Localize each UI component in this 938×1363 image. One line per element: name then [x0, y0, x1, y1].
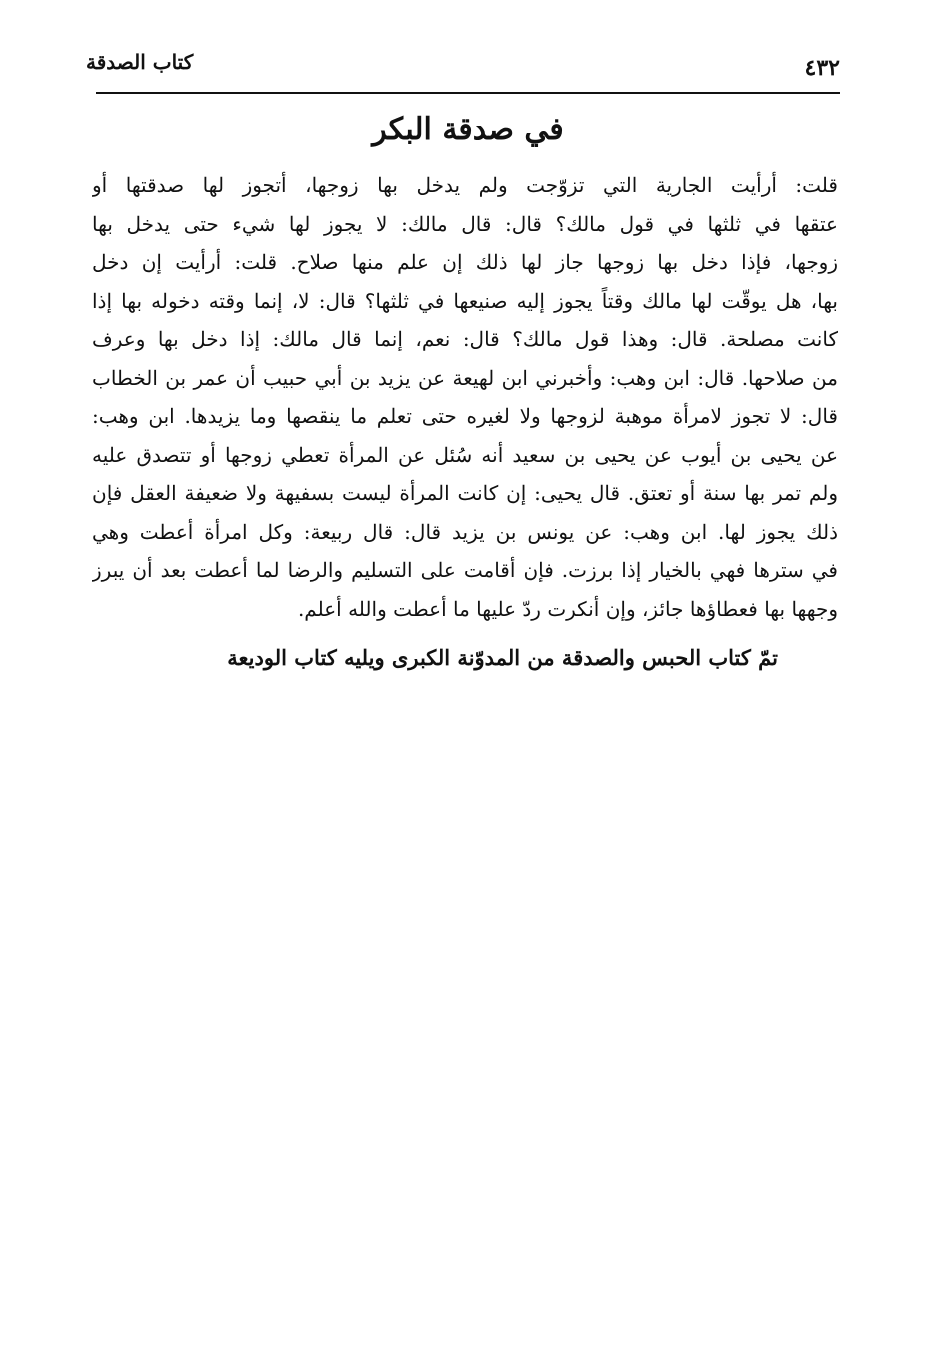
text-line: عتقها في ثلثها في قول مالك؟ قال: قال مالك: لا يجوز لها شيء حتى يدخل بها [92, 211, 838, 236]
header-rule [96, 92, 840, 94]
text-line: ذلك يجوز لها. ابن وهب: عن يونس بن يزيد قال: قال ربيعة: وكل امرأة أعطت وهي [92, 519, 838, 544]
text-line: زوجها، فإذا دخل بها زوجها جاز لها ذلك إن علم منها صلاح. قلت: أرأيت إن دخل [92, 250, 838, 274]
page-number: ٤٣٢ [804, 55, 840, 81]
text-line: كانت مصلحة. قال: وهذا قول مالك؟ قال: نعم، إنما قال مالك: إذا دخل بها وعرف [92, 327, 838, 351]
body-text [92, 166, 838, 628]
section-title: في صدقة البكر [372, 112, 564, 147]
running-title: كتاب الصدقة [86, 50, 194, 74]
text-line: من صلاحها. قال: ابن وهب: وأخبرني ابن لهيعة عن يزيد بن أبي حبيب أن عمر بن الخطاب [92, 365, 838, 390]
text-line: قال: لا تجوز لامرأة موهبة لزوجها ولا لغيره حتى تعلم ما ينقصها وما يزيدها. ابن وهب: [92, 404, 838, 428]
text-line: قلت: أرأيت الجارية التي تزوّجت ولم يدخل بها زوجها، أتجوز لها صدقتها أو [92, 173, 838, 197]
text-line: ولم تمر بها سنة أو تعتق. قال يحيى: إن كانت المرأة ليست بسفيهة ولا ضعيفة العقل فإن [92, 481, 838, 505]
text-line: في سترها فهي بالخيار إذا برزت. فإن أقامت على التسليم والرضا لما أعطت بعد أن يبرز [92, 558, 838, 582]
colophon: تمّ كتاب الحبس والصدقة من المدوّنة الكبرى ويليه كتاب الوديعة [227, 645, 778, 670]
text-line: بها، هل يوقّت لها مالك وقتاً يجوز إليه صنيعها في ثلثها؟ قال: لا، إنما وقته دخوله بها إذا [92, 288, 838, 313]
text-line: وجهها بها فعطاؤها جائز، وإن أنكرت ردّ عليها ما أعطت والله أعلم. [297, 596, 838, 621]
text-line: عن يحيى بن أيوب عن يحيى بن سعيد أنه سُئل عن المرأة تعطي زوجها أو تتصدق عليه [92, 442, 838, 467]
